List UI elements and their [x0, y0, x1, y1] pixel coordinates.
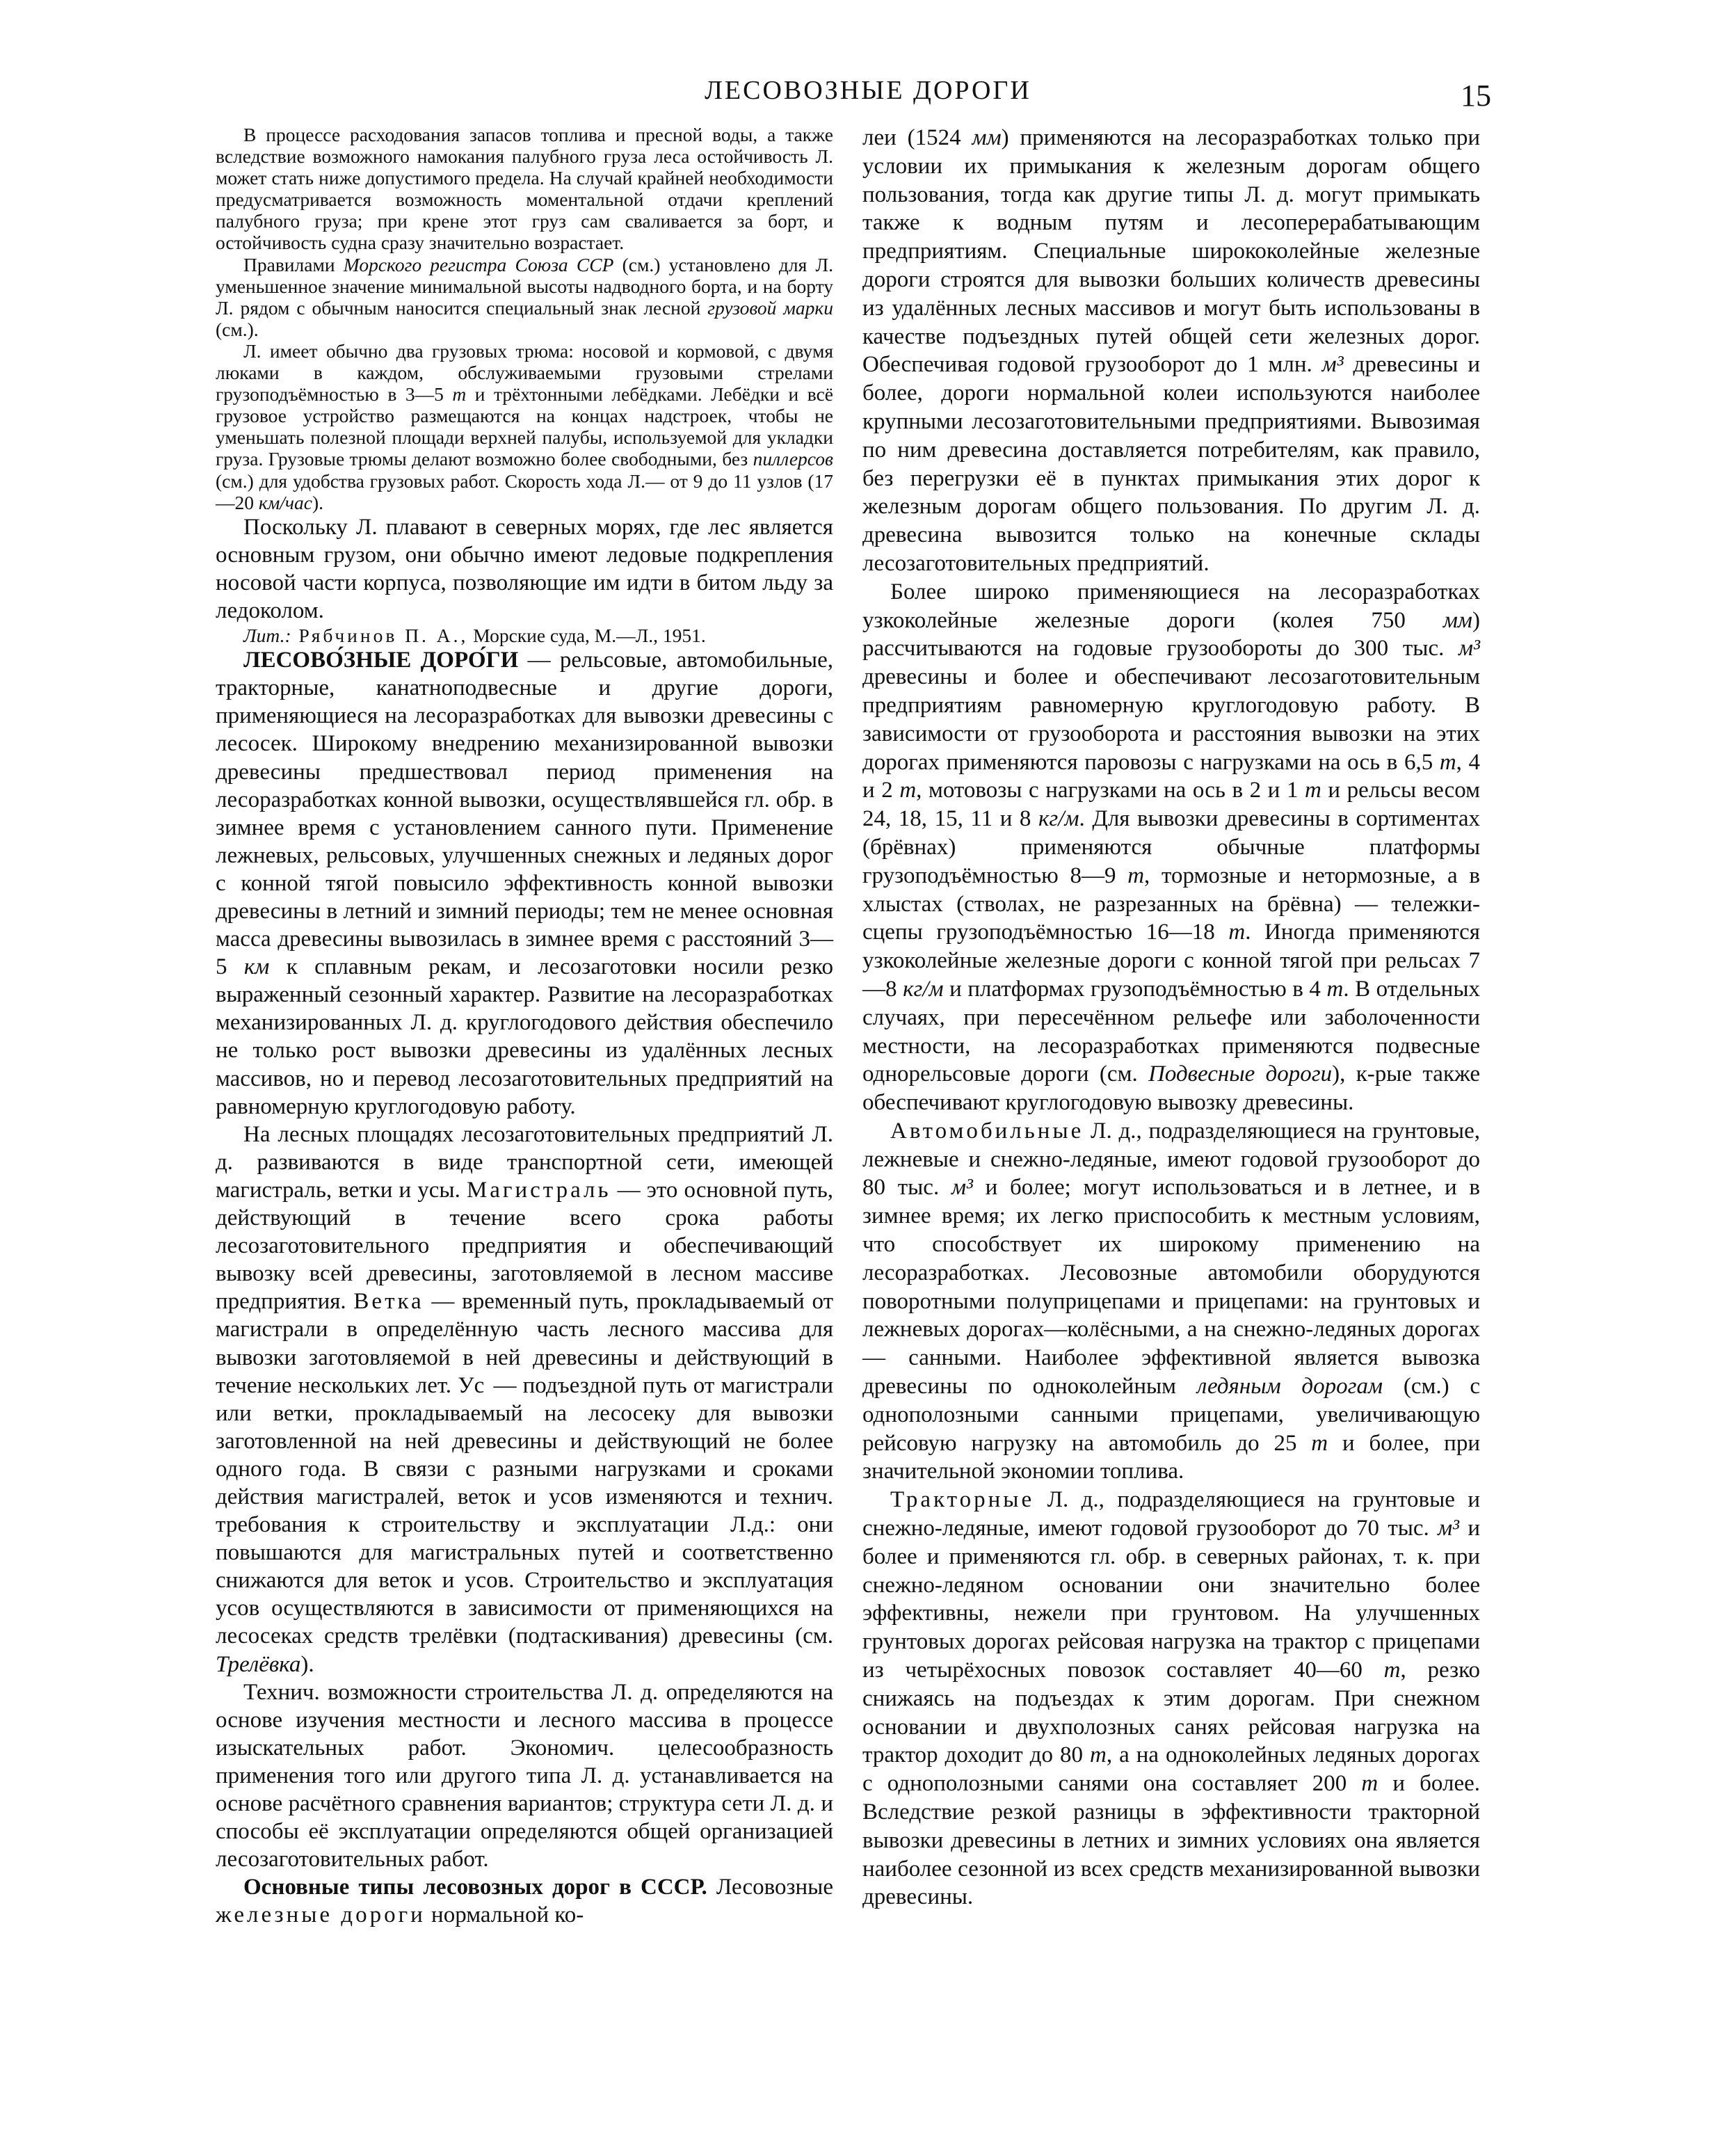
paragraph-northern-seas: Поскольку Л. плавают в северных морях, где лес является основным грузом, они обычно имеют ледовые подкрепления носовой части корпуса, позволяющие им идти в битом льду за ледоколом.: [216, 514, 833, 623]
page-number: 15: [1461, 79, 1491, 113]
article-lead: ЛЕСОВО́ЗНЫЕ ДОРО́ГИ — рельсовые, автомобильные, тракторные, канатноподвесные и другие дороги, применяющиеся на лесоразработках для вывозки древесины с лесосек. Широкому внедрению механизированной вывозки древесины предшествовал период применения на лесоразработках конной вывозки, осуществлявшейся гл. обр. в зимнее время с установлением санного пути. Применение лежневых, рельсовых, улучшенных снежных и ледяных дорог с конной тягой повысило эффективность конной вывозки древесины в летний и зимний периоды; тем не менее основная масса древесины вывозилась в зимнее время с расстояний 3—5 км к сплавным рекам, и лесозаготовки носили резко выраженный сезонный характер. Развитие на лесоразработках механизированных Л. д. круглогодового действия обеспечило не только рост вывозки древесины из удалённых лесных массивов, но и перевод лесозаготовительных предприятий на равномерную круглогодовую работу.: [216, 648, 833, 1119]
paragraph-tractor: Тракторные Л. д., подразделяющиеся на грунтовые и снежно-ледяные, имеют годовой грузооборот до 70 тыс. м³ и более и применяются гл. обр. в северных районах, т. к. при снежно-ледяном основании они значительно более эффективны, нежели при грунтовом. На улучшенных грунтовых дорогах рейсовая нагрузка на трактор с прицепами из четырёхосных повозок составляет 40—60 т, резко снижаясь на подъездах к этим дорогам. При снежном основании и двухполозных санях рейсовая нагрузка на трактор доходит до 80 т, а на одноколейных ледяных дорогах с однополозными санями она составляет 200 т и более. Вследствие резкой разницы в эффективности тракторной вывозки древесины в летних и зимних условиях она является наиболее сезонной из всех средств механизированной вывозки древесины.: [862, 1487, 1481, 1910]
paragraph-network: На лесных площадях лесозаготовительных предприятий Л. д. развиваются в виде транспортной сети, имеющей магистраль, ветки и усы. Магистраль — это основной путь, действующий в течение всего срока работы лесозаготовительного предприятия и обеспечивающий вывозку всей древесины, заготовляемой в лесном массиве предприятия. Ветка — временный путь, прокладываемый от магистрали в определённую часть лесного массива для вывозки заготовляемой в ней древесины и действующий в течение нескольких лет. Ус — подъездной путь от магистрали или ветки, прокладываемый на лесосеку для вывозки заготовленной на ней древесины и действующий не более одного года. В связи с разными нагрузками и сроками действия магистралей, веток и усов изменяются и технич. требования к строительству и эксплуатации Л.д.: они повышаются для магистральных путей и соответственно снижаются для веток и усов. Строительство и эксплуатация усов осуществляются в зависимости от применяющихся на лесосеках средств трелёвки (подтаскивания) древесины (см. Трелёвка).: [216, 1121, 834, 1677]
article-headword: ЛЕСОВО́ЗНЫЕ ДОРО́ГИ: [243, 648, 519, 673]
running-head-title: ЛЕСОВОЗНЫЕ ДОРОГИ: [705, 76, 1031, 105]
paragraph-types-heading: Основные типы лесовозных дорог в СССР. Лесовозные железные дороги нормальной ко-: [216, 1875, 833, 1928]
literature-reference: Лит.: Рябчинов П. А., Морские суда, М.—Л., 1951.: [243, 625, 706, 647]
paragraph-broad-gauge: леи (1524 мм) применяются на лесоразработках только при условии их примыкания к железным дорогам общего пользования, тогда как другие типы Л. д. могут примыкать также к водным путям и лесоперерабатывающим предприятиям. Специальные ширококолейные железные дороги строятся для вывозки больших количеств древесины из удалённых лесных массивов и могут быть использованы в качестве подъездных путей общей сети железных дорог. Обеспечивая годовой грузооборот до 1 млн. м³ древесины и более, дороги нормальной колеи используются наиболее крупными лесозаготовительными предприятиями. Вывозимая по ним древесина доставляется потребителям, как правило, без перегрузки её в пунктах примыкания этих дорог к железным дорогам общего пользования. По другим Л. д. древесина вывозится только на конечные склады лесозаготовительных предприятий.: [862, 125, 1481, 576]
section-heading: Основные типы лесовозных дорог в СССР.: [243, 1875, 707, 1900]
paragraph-stability: В процессе расходования запасов топлива и пресной воды, а также вследствие возможного намокания палубного груза леса остойчивость Л. может стать ниже допустимого предела. На случай крайней необходимости предусматривается возможность моментальной отдачи креплений палубного груза; при крене этот груз сам сваливается за борт, и остойчивость судна сразу значительно возрастает.: [216, 124, 833, 254]
left-column: [216, 124, 833, 1929]
paragraph-automobile: Автомобильные Л. д., подразделяющиеся на грунтовые, лежневые и снежно-ледяные, имеют годовой грузооборот до 80 тыс. м³ и более; могут использоваться и в летнее, и в зимнее время; их легко приспособить к местным условиям, что способствует их широкому применению на лесоразработках. Лесовозные автомобили оборудуются поворотными полуприцепами и прицепами: на грунтовых и лежневых дорогах—колёсными, а на снежно-ледяных дорогах — санными. Наиболее эффективной является вывозка древесины по одноколейным ледяным дорогам (см.) с однополозными санными прицепами, увеличивающую рейсовую нагрузку на автомобиль до 25 т и более, при значительной экономии топлива.: [862, 1118, 1480, 1484]
paragraph-register: Правилами Морского регистра Союза ССР (см.) установлено для Л. уменьшенное значение минимальной высоты надводного борта, и на борту Л. рядом с обычным наносится специальный знак лесной грузовой марки (см.).: [216, 253, 833, 340]
right-column: [862, 124, 1480, 1911]
paragraph-holds: Л. имеет обычно два грузовых трюма: носовой и кормовой, с двумя люками в каждом, обслуживаемыми грузовыми стрелами грузоподъёмностью в 3—5 т и трёхтонными лебёдками. Лебёдки и всё грузовое устройство размещаются на концах надстроек, чтобы не уменьшать полезной площади верхней палубы, используемой для укладки груза. Грузовые трюмы делают возможно более свободными, без пиллерсов (см.) для удобства грузовых работ. Скорость хода Л.— от 9 до 11 узлов (17—20 км/час).: [216, 339, 833, 513]
paragraph-technical: Технич. возможности строительства Л. д. определяются на основе изучения местности и лесного массива в процессе изыскательных работ. Экономич. целесообразность применения того или другого типа Л. д. устанавливается на основе расчётного сравнения вариантов; структура сети Л. д. и способы её эксплуатации определяются общей организацией лесозаготовительных работ.: [216, 1679, 833, 1873]
paragraph-narrow-gauge: Более широко применяющиеся на лесоразработках узкоколейные железные дороги (колея 750 мм) рассчитываются на годовые грузообороты до 300 тыс. м³ древесины и более и обеспечивают лесозаготовительным предприятиям равномерную круглогодовую работу. В зависимости от грузооборота и расстояния вывозки на этих дорогах применяются паровозы с нагрузками на ось в 6,5 т, 4 и 2 т, мотовозы с нагрузками на ось в 2 и 1 т и рельсы весом 24, 18, 15, 11 и 8 кг/м. Для вывозки древесины в сортиментах (брёвнах) применяются обычные платформы грузоподъёмностью 8—9 т, тормозные и нетормозные, а в хлыстах (стволах, не разрезанных на брёвна) — тележки-сцепы грузоподъёмностью 16—18 т. Иногда применяются узкоколейные железные дороги с конной тягой при рельсах 7—8 кг/м и платформах грузоподъёмностью в 4 т. В отдельных случаях, при пересечённом рельефе или заболоченности местности, на лесоразработках применяются подвесные однорельсовые дороги (см. Подвесные дороги), к-рые также обеспечивают круглогодовую вывозку древесины.: [862, 579, 1481, 1116]
